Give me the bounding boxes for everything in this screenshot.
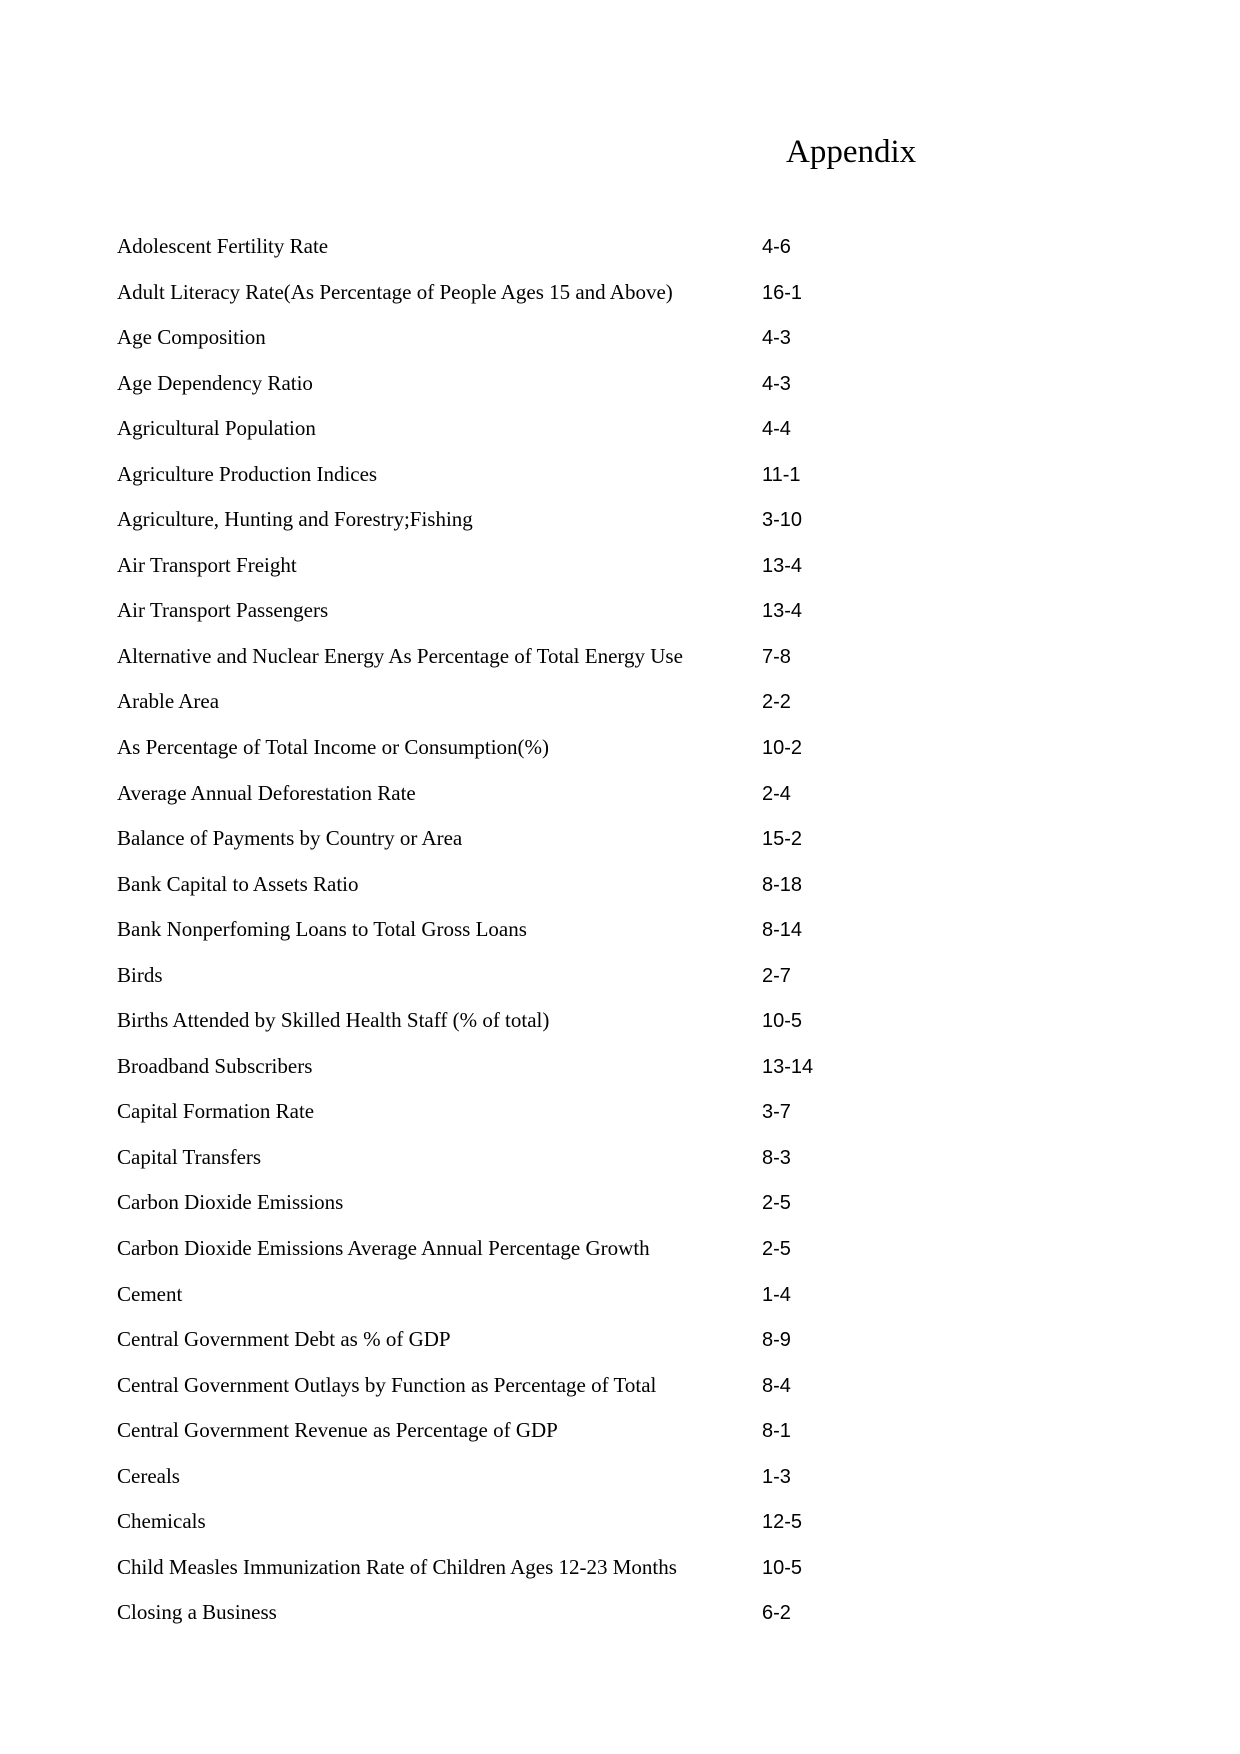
index-entry — [117, 955, 1117, 1001]
index-entry — [117, 1547, 1117, 1593]
index-entry-term: Births Attended by Skilled Health Staff (% of total) — [117, 1008, 550, 1033]
index-entry-term: Broadband Subscribers — [117, 1053, 313, 1078]
index-entry-term: Age Composition — [117, 325, 266, 350]
index-entry — [117, 681, 1117, 727]
index-entry-term: Child Measles Immunization Rate of Children Ages 12-23 Months — [117, 1554, 677, 1579]
index-entry — [117, 1046, 1117, 1092]
index-entry — [117, 818, 1117, 864]
index-entry-ref: 6-2 — [762, 1602, 791, 1625]
page-title: Appendix — [786, 134, 917, 170]
index-entry — [117, 1228, 1117, 1274]
index-entry — [117, 909, 1117, 955]
index-entry-ref: 4-6 — [762, 236, 791, 258]
index-entry — [117, 1319, 1117, 1365]
index-entry-ref: 8-3 — [762, 1146, 791, 1169]
index-entry-term: Age Dependency Ratio — [117, 370, 313, 395]
index-entry-term: Carbon Dioxide Emissions Average Annual Percentage Growth — [117, 1236, 650, 1261]
index-entry-term: Birds — [117, 962, 163, 987]
index-entry-ref: 2-5 — [762, 1238, 791, 1261]
index-entry-term: Chemicals — [117, 1509, 206, 1534]
index-entry-ref: 8-9 — [762, 1329, 791, 1352]
index-entry — [117, 1501, 1117, 1547]
index-entry — [117, 1456, 1117, 1502]
index-entry-term: Bank Nonperfoming Loans to Total Gross Loans — [117, 917, 527, 942]
index-entry-term: Adolescent Fertility Rate — [117, 234, 329, 258]
index-entry — [117, 545, 1117, 591]
index-entry-term: Bank Capital to Assets Ratio — [117, 871, 359, 896]
index-entry — [117, 454, 1117, 500]
index-entry-ref: 16-1 — [762, 281, 803, 304]
index-entry-term: Air Transport Freight — [117, 552, 297, 577]
index-entry — [117, 773, 1117, 819]
index-entry-ref: 8-14 — [762, 919, 803, 942]
index-entry-term: Cement — [117, 1281, 183, 1306]
index-entry-ref: 2-7 — [762, 964, 791, 987]
index-entry-term: Central Government Revenue as Percentage of GDP — [117, 1418, 558, 1443]
index-entry-ref: 2-2 — [762, 691, 791, 714]
index-entry-ref: 1-3 — [762, 1465, 791, 1488]
index-entry-term: Central Government Outlays by Function as Percentage of Total — [117, 1372, 657, 1397]
index-entry-ref: 10-5 — [762, 1556, 803, 1579]
index-entry — [117, 590, 1117, 636]
index-entry — [117, 499, 1117, 545]
index-entry-ref: 13-4 — [762, 554, 803, 577]
index-entry — [117, 1000, 1117, 1046]
index-entry-ref: 4-3 — [762, 372, 791, 395]
index-entry-ref: 8-18 — [762, 873, 803, 896]
index-entry-ref: 13-4 — [762, 600, 803, 623]
index-entry-term: Agriculture, Hunting and Forestry;Fishing — [117, 507, 473, 532]
index-entry — [117, 1365, 1117, 1411]
index-entry-ref: 4-4 — [762, 418, 791, 441]
index-entry — [117, 1410, 1117, 1456]
index-entry-ref: 4-3 — [762, 327, 791, 350]
index-entry-ref: 7-8 — [762, 645, 791, 668]
index-entry — [117, 1091, 1117, 1137]
index-entry — [117, 1274, 1117, 1320]
index-entry-term: Alternative and Nuclear Energy As Percentage of Total Energy Use — [117, 643, 683, 668]
index-entry-ref: 10-2 — [762, 737, 803, 760]
index-entry-ref: 8-1 — [762, 1420, 791, 1443]
index-entry-term: Capital Formation Rate — [117, 1099, 315, 1124]
index-entry-ref: 11-1 — [762, 463, 801, 486]
index-entry-ref: 2-5 — [762, 1192, 791, 1215]
index-entry-ref: 1-4 — [762, 1283, 791, 1306]
index-entry — [117, 272, 1117, 318]
index-entry — [117, 408, 1117, 454]
index-entry — [117, 636, 1117, 682]
index-entry-term: Closing a Business — [117, 1600, 277, 1625]
index-entry-term: Average Annual Deforestation Rate — [117, 780, 416, 805]
index-entry — [117, 1182, 1117, 1228]
index-entry — [117, 363, 1117, 409]
index-entry-ref: 13-14 — [762, 1055, 814, 1078]
index-entry-term: Balance of Payments by Country or Area — [117, 826, 463, 851]
index-entry-ref: 15-2 — [762, 828, 803, 851]
index-entry-ref: 3-7 — [762, 1101, 791, 1124]
index-entry-ref: 10-5 — [762, 1010, 803, 1033]
index-entry-term: Adult Literacy Rate(As Percentage of People Ages 15 and Above) — [117, 279, 673, 304]
appendix-index-list — [117, 226, 1117, 1638]
index-entry-term: As Percentage of Total Income or Consumption(%) — [117, 735, 550, 760]
index-entry-term: Carbon Dioxide Emissions — [117, 1190, 344, 1215]
index-entry-term: Agriculture Production Indices — [117, 461, 378, 486]
index-entry-term: Central Government Debt as % of GDP — [117, 1327, 451, 1352]
index-entry — [117, 317, 1117, 363]
index-entry-term: Air Transport Passengers — [117, 598, 329, 623]
index-entry-ref: 2-4 — [762, 782, 791, 805]
index-entry-term: Agricultural Population — [117, 416, 316, 441]
index-entry — [117, 226, 1117, 272]
index-entry-ref: 3-10 — [762, 509, 803, 532]
index-entry — [117, 1137, 1117, 1183]
index-entry — [117, 727, 1117, 773]
index-entry-term: Cereals — [117, 1463, 180, 1488]
index-entry — [117, 864, 1117, 910]
index-entry-term: Arable Area — [117, 689, 220, 714]
index-entry-ref: 12-5 — [762, 1511, 803, 1534]
index-entry-term: Capital Transfers — [117, 1144, 262, 1169]
index-entry-ref: 8-4 — [762, 1374, 791, 1397]
index-entry — [117, 1592, 1117, 1638]
